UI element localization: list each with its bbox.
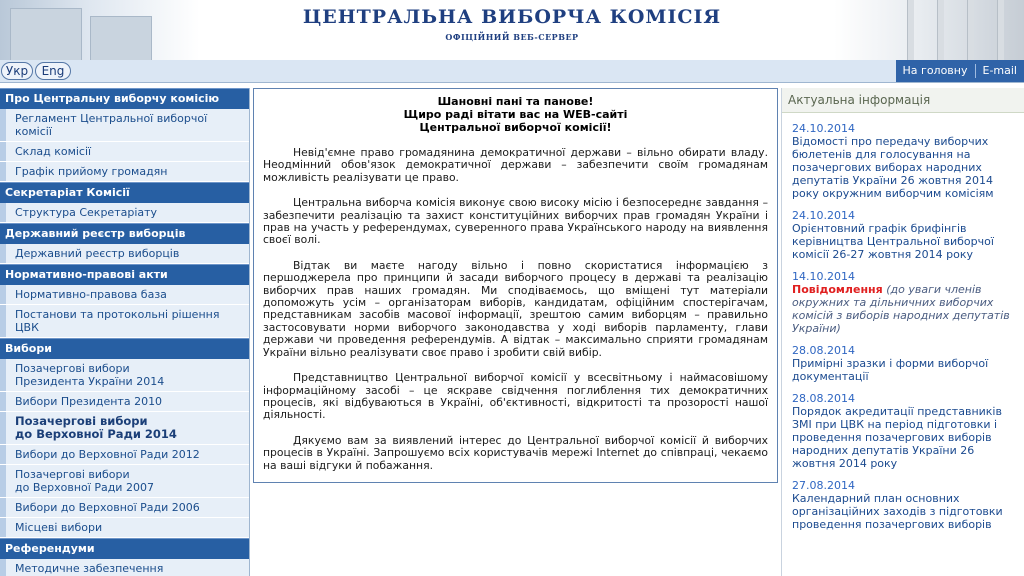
sidebar-section-header[interactable]: Референдуми [0, 538, 249, 559]
news-date: 28.08.2014 [792, 344, 855, 357]
sidebar-item[interactable] [0, 109, 249, 142]
sidebar-item-label[interactable]: Регламент Центральної виборчої комісії [15, 112, 208, 138]
sidebar-item-label[interactable]: Постанови та протокольні рішення ЦВК [15, 308, 220, 334]
home-link[interactable]: На головну [902, 64, 968, 77]
news-date: 27.08.2014 [792, 479, 855, 492]
greeting [254, 95, 777, 134]
news-item [782, 209, 1024, 261]
paragraph: Невід'ємне право громадянина демократичної держави – вільно обирати владу. Неодмінний обов'язок демократичної держави – забезпечити своїм громадянам можливість реалізувати це право. [263, 146, 768, 184]
news-title[interactable]: Порядок акредитації представників ЗМІ при ЦВК на період підготовки і проведення позачергових виборів народних депутатів України 26 жовтня 2014 року [792, 405, 1002, 470]
news-note: (до уваги членів окружних та дільничних виборчих комісій з виборів народних депутатів України) [792, 283, 1010, 335]
news-panel-title: Актуальна інформація [782, 88, 1024, 113]
sidebar-item[interactable] [0, 162, 249, 182]
sidebar-item[interactable] [0, 445, 249, 465]
sidebar-item-label[interactable]: Методичне забезпечення [15, 562, 164, 575]
sidebar-item-label[interactable]: Позачергові вибори до Верховної Ради 2014 [15, 414, 177, 441]
paragraph: Представництво Центральної виборчої комісії у всесвітньому і наймасовішому інформаційному засобі – це яскраве свідчення поглиблення тих демократичних процесів, які відбуваються в Україні, об'єктивності, відкритості та прозорості нашої діяльності. [263, 371, 768, 422]
paragraph: Центральна виборча комісія виконує свою високу місію і безпосереднє завдання – забезпечити реалізацію та захист конституційних виборчих прав громадян України і прав на участь у референдумах, суверенного права Українського народу на виявлення своєї волі. [263, 196, 768, 247]
news-date: 24.10.2014 [792, 122, 855, 135]
sidebar-item[interactable] [0, 412, 249, 445]
sidebar-item-label[interactable]: Державний реєстр виборців [15, 247, 180, 260]
greeting-line: Щиро раді вітати вас на WEB-сайті [403, 108, 628, 121]
sidebar-item-label[interactable]: Вибори до Верховної Ради 2006 [15, 501, 200, 514]
paragraph: Відтак ви маєте нагоду вільно і повно скористатися інформацією з першоджерела про принципи й засади виборчого процесу в державі та реалізацію виборчих прав наших громадян. Ми сподіваємось, що вміщені тут матеріали допоможуть усім – організаторам виборів, кандидатам, офіційним спостерігачам, представникам засобів масової інформації, зрештою самим виборцям – правильно застосовувати норми виборчого законодавства у ході виборів парламенту, глави держави чи проведення референдумів. А відтак – максимально сприяти громадянам України вільно реалізувати своє право і зробити свій вибір. [263, 258, 768, 359]
sidebar-item[interactable] [0, 359, 249, 392]
news-list [782, 122, 1024, 531]
sidebar-item-label[interactable]: Структура Секретаріату [15, 206, 158, 219]
sidebar-item-label[interactable]: Позачергові вибори Президента України 2014 [15, 362, 165, 388]
sidebar-item[interactable] [0, 305, 249, 338]
greeting-line: Шановні пані та панове! [437, 95, 594, 108]
sidebar-item-label[interactable]: Склад комісії [15, 145, 92, 158]
news-item [782, 479, 1024, 531]
sidebar-item[interactable] [0, 518, 249, 538]
sidebar-item-label[interactable]: Вибори Президента 2010 [15, 395, 163, 408]
sidebar-section-header[interactable]: Нормативно-правові акти [0, 264, 249, 285]
sidebar-item-label[interactable]: Вибори до Верховної Ради 2012 [15, 448, 200, 461]
lang-ukr-button[interactable]: Укр [1, 62, 33, 80]
sidebar-item[interactable] [0, 498, 249, 518]
header [0, 0, 1024, 60]
sidebar-section-header[interactable]: Державний реєстр виборців [0, 223, 249, 244]
sidebar-item[interactable] [0, 392, 249, 412]
news-notice-link[interactable]: Повідомлення [792, 283, 883, 296]
paragraph: Дякуємо вам за виявлений інтерес до Центральної виборчої комісії й виборчих процесів в Україні. Запрошуємо всіх користувачів мережі Internet до співпраці, чекаємо на ваші відгуки й побажання. [263, 433, 768, 472]
news-item [782, 344, 1024, 383]
news-title[interactable] [792, 283, 1015, 335]
sidebar-item[interactable] [0, 203, 249, 223]
news-panel [781, 88, 1024, 576]
news-date: 24.10.2014 [792, 209, 855, 222]
top-bar [0, 60, 1024, 83]
sidebar-item-label[interactable]: Місцеві вибори [15, 521, 103, 534]
news-item [782, 392, 1024, 470]
site-subtitle: ОФІЦІЙНИЙ ВЕБ-СЕРВЕР [445, 32, 579, 42]
sidebar-section-header[interactable]: Секретаріат Комісії [0, 182, 249, 203]
news-date: 28.08.2014 [792, 392, 855, 405]
sidebar-item-label[interactable]: Позачергові вибори до Верховної Ради 2007 [15, 468, 154, 494]
news-title[interactable]: Календарний план основних організаційних заходів з підготовки проведення позачергових виборів [792, 492, 1003, 531]
sidebar-section-header[interactable]: Про Центральну виборчу комісію [0, 88, 249, 109]
sidebar-section-header[interactable]: Вибори [0, 338, 249, 359]
news-title[interactable]: Примірні зразки і форми виборчої документації [792, 357, 989, 383]
sidebar-item[interactable] [0, 244, 249, 264]
sidebar-item-label[interactable]: Графік прийому громадян [15, 165, 168, 178]
welcome-panel [253, 88, 778, 483]
sidebar-item[interactable] [0, 559, 249, 576]
news-title[interactable]: Орієнтовний графік брифінгів керівництва Центральної виборчої комісії 26-27 жовтня 2014 року [792, 222, 994, 261]
sidebar-item[interactable] [0, 285, 249, 305]
site-title: ЦЕНТРАЛЬНА ВИБОРЧА КОМІСІЯ [302, 6, 722, 28]
sidebar-item[interactable] [0, 142, 249, 162]
sidebar-item[interactable] [0, 465, 249, 498]
sidebar-nav [0, 88, 250, 576]
top-links [896, 60, 1024, 82]
news-item [782, 122, 1024, 200]
sidebar-item-label[interactable]: Нормативно-правова база [15, 288, 167, 301]
lang-eng-button[interactable]: Eng [35, 62, 71, 80]
news-date: 14.10.2014 [792, 270, 855, 283]
email-link[interactable]: E-mail [982, 64, 1017, 77]
news-item [782, 270, 1024, 335]
greeting-line: Центральної виборчої комісії! [419, 121, 612, 134]
news-title[interactable]: Відомості про передачу виборчих бюлетенів для голосування на позачергових виборах народних депутатів України 26 жовтня 2014 року окружним виборчим комісіям [792, 135, 994, 200]
